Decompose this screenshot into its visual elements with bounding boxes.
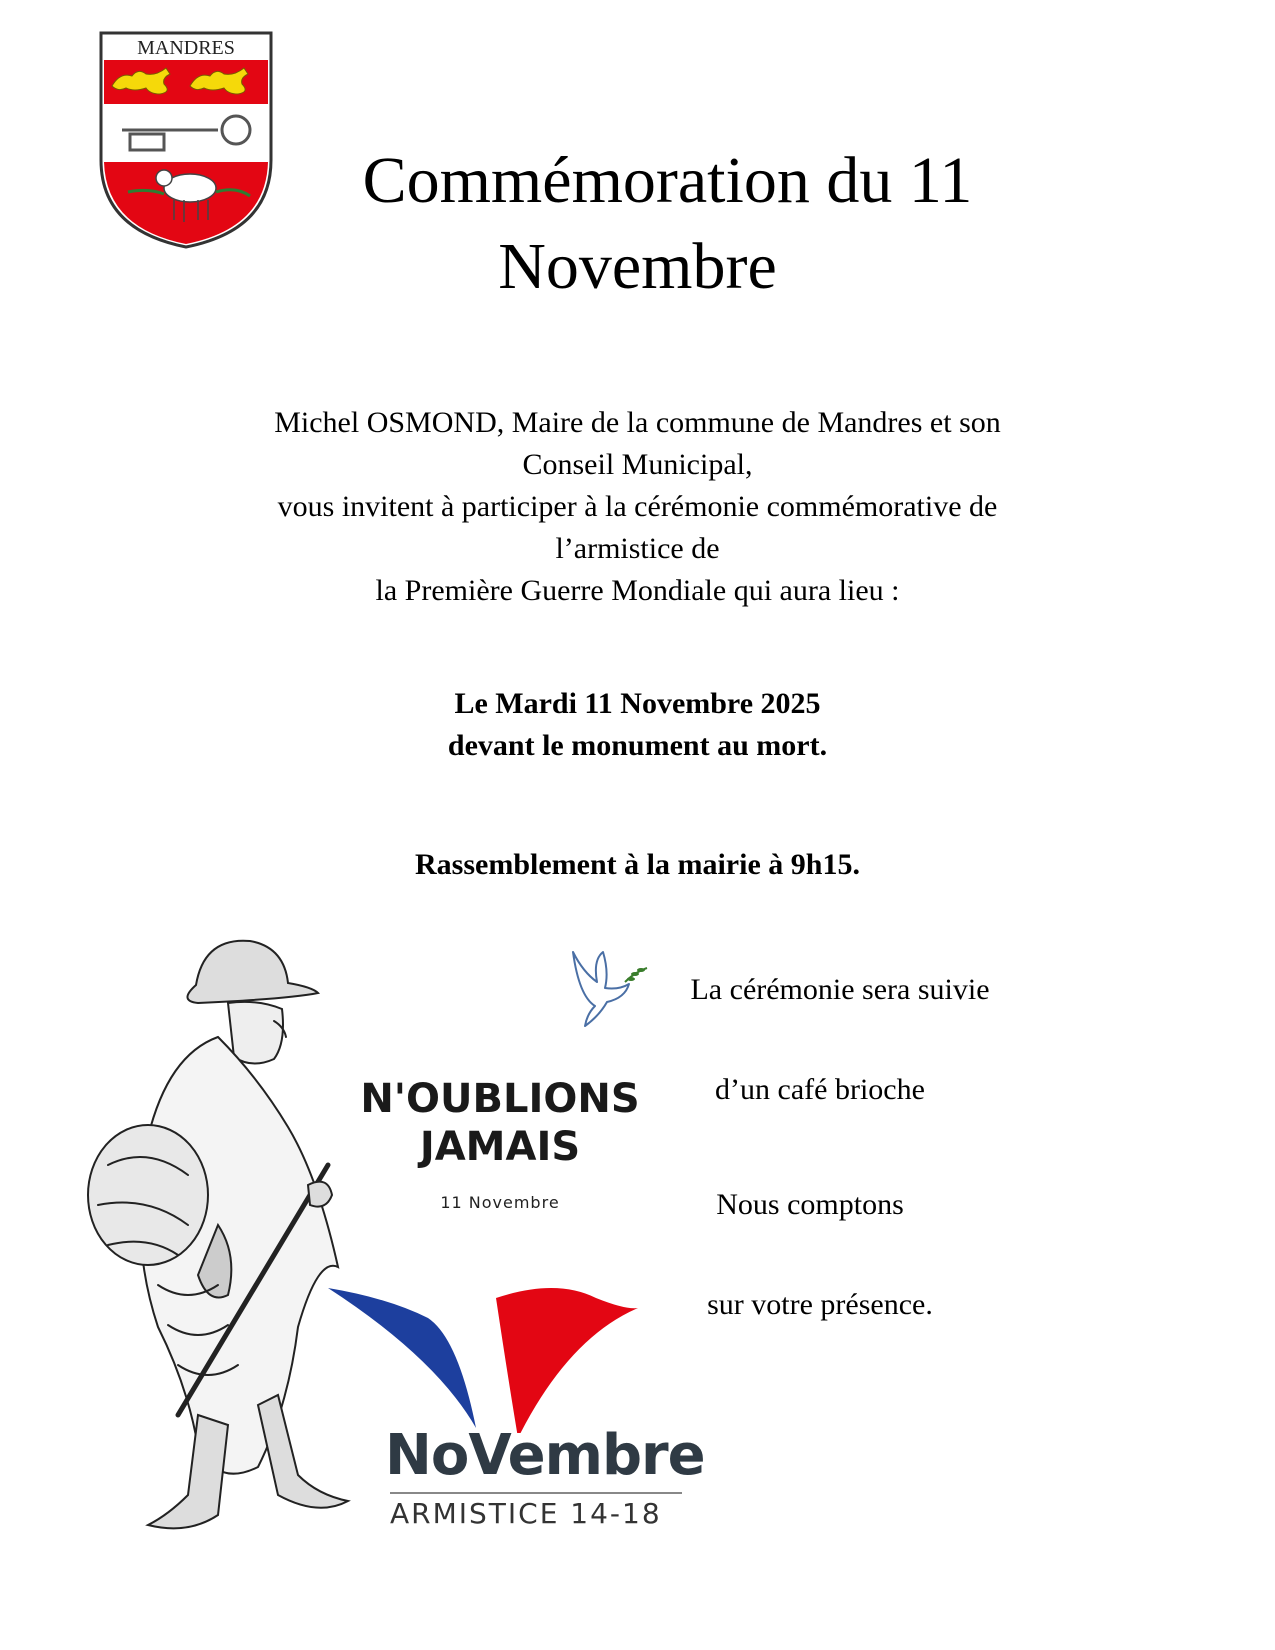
reception-line-2: d’un café brioche — [715, 1073, 925, 1106]
tricolour-flag-icon — [328, 1268, 638, 1433]
logo-divider — [390, 1492, 682, 1494]
page-title-line-2: Novembre — [498, 230, 777, 303]
invitation-line-2: Conseil Municipal, — [522, 448, 753, 481]
reception-line-1: La cérémonie sera suivie — [690, 973, 990, 1006]
soldier-sketch-illustration — [78, 925, 368, 1545]
page-title-line-1: Commémoration du 11 — [362, 144, 973, 217]
poster-slogan-line-2: JAMAIS — [419, 1124, 581, 1170]
event-gathering: Rassemblement à la mairie à 9h15. — [415, 848, 860, 881]
invitation-line-4: l’armistice de — [555, 532, 720, 565]
poster-slogan-subtitle: 11 Novembre — [440, 1193, 560, 1212]
event-place: devant le monument au mort. — [447, 729, 828, 762]
armistice-logo-subtitle: ARMISTICE 14-18 — [390, 1497, 662, 1530]
invitation-line-5: la Première Guerre Mondiale qui aura lieu : — [375, 574, 900, 607]
reception-line-4: sur votre présence. — [707, 1288, 933, 1321]
reception-line-3: Nous comptons — [716, 1188, 904, 1221]
mandres-coat-of-arms — [98, 30, 274, 250]
novembre-logo-word: NoVembre — [385, 1423, 705, 1488]
poster-slogan-line-1: N'OUBLIONS — [360, 1076, 640, 1122]
crest-town-name: MANDRES — [137, 37, 235, 59]
invitation-line-1: Michel OSMOND, Maire de la commune de Mandres et son — [274, 406, 1001, 439]
event-date: Le Mardi 11 Novembre 2025 — [454, 687, 821, 720]
invitation-line-3: vous invitent à participer à la cérémonie commémorative de — [277, 490, 998, 523]
